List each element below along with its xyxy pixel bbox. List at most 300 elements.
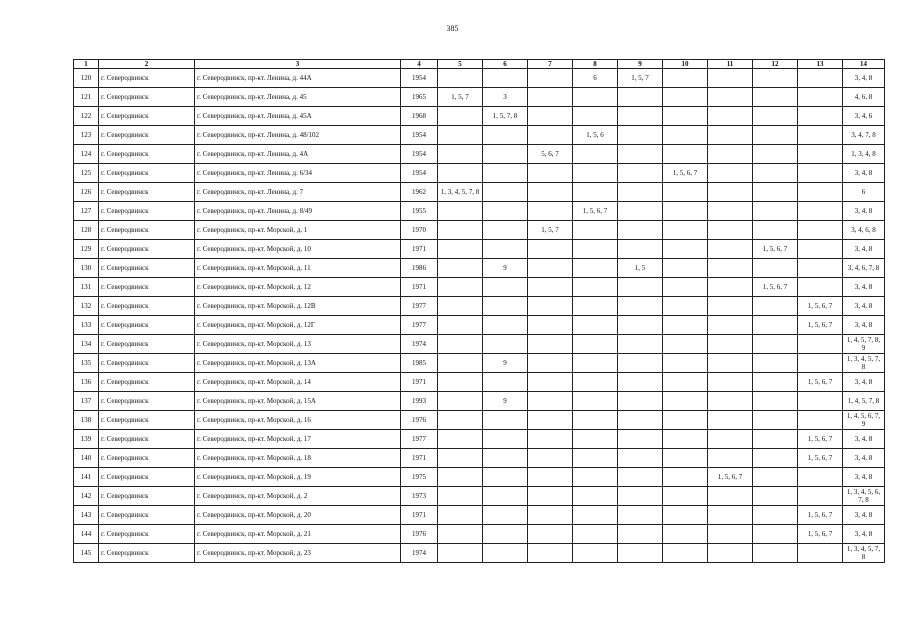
col-6-cell — [483, 164, 528, 183]
col-7-cell — [528, 202, 573, 221]
col-13-cell — [798, 544, 843, 563]
col-12-cell — [753, 221, 798, 240]
col-6-cell: 9 — [483, 392, 528, 411]
col-12-cell: 1, 5, 6, 7 — [753, 240, 798, 259]
col-11-cell — [708, 392, 753, 411]
year-cell: 1968 — [401, 107, 438, 126]
address-cell: г. Северодвинск, пр-кт. Ленина, д. 4А — [195, 145, 401, 164]
city-cell: г. Северодвинск — [99, 506, 195, 525]
col-14-cell: 3, 4, 8 — [843, 202, 885, 221]
col-11-cell — [708, 335, 753, 354]
col-11-cell — [708, 449, 753, 468]
col-14-cell: 3, 4, 8 — [843, 240, 885, 259]
col-14-cell: 4, 6, 8 — [843, 88, 885, 107]
table-row — [74, 221, 885, 240]
col-5-cell: 1, 5, 7 — [438, 88, 483, 107]
col-14-cell: 3, 4, 8 — [843, 449, 885, 468]
col-9-cell — [618, 411, 663, 430]
col-5-cell: 1, 3, 4, 5, 7, 8 — [438, 183, 483, 202]
col-11-cell — [708, 411, 753, 430]
row-number-cell: 124 — [74, 145, 99, 164]
col-6-cell: 3 — [483, 88, 528, 107]
col-8-cell — [573, 240, 618, 259]
col-13-cell: 1, 5, 6, 7 — [798, 316, 843, 335]
col-10-cell — [663, 259, 708, 278]
col-6-cell — [483, 506, 528, 525]
col-9-cell — [618, 183, 663, 202]
address-cell: г. Северодвинск, пр-кт. Морской, д. 14 — [195, 373, 401, 392]
city-cell: г. Северодвинск — [99, 430, 195, 449]
table-row — [74, 297, 885, 316]
col-13-cell — [798, 183, 843, 202]
col-5-cell — [438, 544, 483, 563]
col-12-cell — [753, 525, 798, 544]
col-13-cell — [798, 107, 843, 126]
col-8-cell — [573, 278, 618, 297]
year-cell: 1973 — [401, 487, 438, 506]
table-row — [74, 525, 885, 544]
col-10-cell — [663, 126, 708, 145]
col-12-cell — [753, 449, 798, 468]
city-cell: г. Северодвинск — [99, 373, 195, 392]
address-cell: г. Северодвинск, пр-кт. Морской, д. 13А — [195, 354, 401, 373]
col-10-cell — [663, 449, 708, 468]
col-14-cell: 3, 4, 8 — [843, 164, 885, 183]
col-12-cell — [753, 411, 798, 430]
col-10-cell — [663, 183, 708, 202]
col-13-cell: 1, 5, 6, 7 — [798, 449, 843, 468]
address-cell: г. Северодвинск, пр-кт. Ленина, д. 45А — [195, 107, 401, 126]
col-11-cell — [708, 183, 753, 202]
col-14-cell: 6 — [843, 183, 885, 202]
city-cell: г. Северодвинск — [99, 297, 195, 316]
col-13-cell — [798, 202, 843, 221]
col-8-cell — [573, 468, 618, 487]
col-7-cell — [528, 430, 573, 449]
table-row — [74, 430, 885, 449]
row-number-cell: 133 — [74, 316, 99, 335]
col-14-cell: 1, 4, 5, 7, 8, 9 — [843, 335, 885, 354]
col-9-cell — [618, 145, 663, 164]
col-9-cell — [618, 373, 663, 392]
col-10-cell — [663, 316, 708, 335]
table-row — [74, 202, 885, 221]
col-7-cell — [528, 88, 573, 107]
col-9-cell — [618, 297, 663, 316]
address-cell: г. Северодвинск, пр-кт. Ленина, д. 44А — [195, 69, 401, 88]
col-7-cell — [528, 126, 573, 145]
col-12-cell — [753, 164, 798, 183]
col-5-cell — [438, 297, 483, 316]
row-number-cell: 130 — [74, 259, 99, 278]
col-8-cell — [573, 525, 618, 544]
year-cell: 1974 — [401, 335, 438, 354]
col-6-cell — [483, 316, 528, 335]
col-10-cell — [663, 392, 708, 411]
row-number-cell: 137 — [74, 392, 99, 411]
col-12-cell — [753, 544, 798, 563]
table-row — [74, 411, 885, 430]
col-12-cell — [753, 297, 798, 316]
col-6-cell — [483, 430, 528, 449]
col-11-cell — [708, 126, 753, 145]
col-13-cell — [798, 392, 843, 411]
col-8-cell — [573, 297, 618, 316]
col-11-cell — [708, 69, 753, 88]
col-11-cell — [708, 487, 753, 506]
col-11-cell — [708, 107, 753, 126]
col-5-cell — [438, 354, 483, 373]
col-11-cell — [708, 430, 753, 449]
col-13-cell: 1, 5, 6, 7 — [798, 373, 843, 392]
col-7-cell — [528, 259, 573, 278]
address-cell: г. Северодвинск, пр-кт. Морской, д. 19 — [195, 468, 401, 487]
col-9-cell: 1, 5 — [618, 259, 663, 278]
col-7-cell: 1, 5, 7 — [528, 221, 573, 240]
row-number-cell: 120 — [74, 69, 99, 88]
col-8-cell — [573, 164, 618, 183]
row-number-cell: 140 — [74, 449, 99, 468]
row-number-cell: 138 — [74, 411, 99, 430]
year-cell: 1955 — [401, 202, 438, 221]
city-cell: г. Северодвинск — [99, 449, 195, 468]
col-8-cell — [573, 88, 618, 107]
col-7-cell — [528, 487, 573, 506]
row-number-cell: 123 — [74, 126, 99, 145]
column-header: 13 — [798, 60, 843, 69]
row-number-cell: 121 — [74, 88, 99, 107]
col-10-cell — [663, 145, 708, 164]
column-header: 11 — [708, 60, 753, 69]
column-header: 1 — [74, 60, 99, 69]
address-cell: г. Северодвинск, пр-кт. Морской, д. 18 — [195, 449, 401, 468]
col-11-cell — [708, 506, 753, 525]
year-cell: 1985 — [401, 354, 438, 373]
col-12-cell — [753, 107, 798, 126]
col-10-cell — [663, 202, 708, 221]
col-11-cell — [708, 354, 753, 373]
row-number-cell: 129 — [74, 240, 99, 259]
column-header: 5 — [438, 60, 483, 69]
address-cell: г. Северодвинск, пр-кт. Морской, д. 11 — [195, 259, 401, 278]
city-cell: г. Северодвинск — [99, 316, 195, 335]
col-12-cell — [753, 468, 798, 487]
col-7-cell — [528, 183, 573, 202]
year-cell: 1971 — [401, 278, 438, 297]
address-cell: г. Северодвинск, пр-кт. Морской, д. 10 — [195, 240, 401, 259]
city-cell: г. Северодвинск — [99, 411, 195, 430]
col-6-cell — [483, 240, 528, 259]
table-row — [74, 392, 885, 411]
col-9-cell — [618, 202, 663, 221]
col-8-cell — [573, 259, 618, 278]
city-cell: г. Северодвинск — [99, 240, 195, 259]
col-11-cell — [708, 221, 753, 240]
col-7-cell — [528, 316, 573, 335]
col-6-cell — [483, 221, 528, 240]
col-6-cell — [483, 69, 528, 88]
column-header: 6 — [483, 60, 528, 69]
city-cell: г. Северодвинск — [99, 145, 195, 164]
table-row — [74, 183, 885, 202]
table-body — [74, 69, 885, 563]
col-7-cell — [528, 506, 573, 525]
year-cell: 1954 — [401, 126, 438, 145]
city-cell: г. Северодвинск — [99, 259, 195, 278]
col-14-cell: 3, 4, 8 — [843, 525, 885, 544]
col-7-cell — [528, 544, 573, 563]
address-cell: г. Северодвинск, пр-кт. Морской, д. 13 — [195, 335, 401, 354]
col-6-cell — [483, 202, 528, 221]
table-row — [74, 240, 885, 259]
city-cell: г. Северодвинск — [99, 164, 195, 183]
city-cell: г. Северодвинск — [99, 544, 195, 563]
col-12-cell — [753, 506, 798, 525]
col-8-cell: 1, 5, 6, 7 — [573, 202, 618, 221]
col-11-cell — [708, 544, 753, 563]
col-5-cell — [438, 126, 483, 145]
col-14-cell: 1, 3, 4, 5, 7, 8 — [843, 354, 885, 373]
col-6-cell — [483, 297, 528, 316]
col-13-cell — [798, 259, 843, 278]
col-12-cell — [753, 373, 798, 392]
col-11-cell — [708, 164, 753, 183]
col-7-cell — [528, 354, 573, 373]
table-row — [74, 69, 885, 88]
col-11-cell — [708, 202, 753, 221]
col-6-cell — [483, 278, 528, 297]
year-cell: 1975 — [401, 468, 438, 487]
table-row — [74, 259, 885, 278]
column-number-row — [74, 60, 885, 69]
col-9-cell — [618, 506, 663, 525]
column-header: 9 — [618, 60, 663, 69]
col-9-cell — [618, 430, 663, 449]
col-14-cell: 3, 4, 8 — [843, 69, 885, 88]
col-10-cell — [663, 487, 708, 506]
col-10-cell — [663, 544, 708, 563]
col-14-cell: 3, 4, 8 — [843, 373, 885, 392]
col-8-cell — [573, 221, 618, 240]
col-9-cell — [618, 544, 663, 563]
city-cell: г. Северодвинск — [99, 487, 195, 506]
row-number-cell: 143 — [74, 506, 99, 525]
col-7-cell — [528, 164, 573, 183]
year-cell: 1977 — [401, 430, 438, 449]
col-9-cell — [618, 468, 663, 487]
address-cell: г. Северодвинск, пр-кт. Морской, д. 12Г — [195, 316, 401, 335]
year-cell: 1971 — [401, 506, 438, 525]
column-header: 14 — [843, 60, 885, 69]
col-13-cell — [798, 487, 843, 506]
col-14-cell: 3, 4, 8 — [843, 297, 885, 316]
col-11-cell — [708, 297, 753, 316]
col-8-cell — [573, 411, 618, 430]
col-5-cell — [438, 506, 483, 525]
col-10-cell — [663, 278, 708, 297]
table-row — [74, 506, 885, 525]
col-9-cell — [618, 221, 663, 240]
col-14-cell: 1, 4, 5, 6, 7, 9 — [843, 411, 885, 430]
col-6-cell: 9 — [483, 259, 528, 278]
table-row — [74, 487, 885, 506]
col-14-cell: 1, 3, 4, 5, 7, 8 — [843, 544, 885, 563]
city-cell: г. Северодвинск — [99, 202, 195, 221]
col-7-cell — [528, 69, 573, 88]
table-row — [74, 468, 885, 487]
col-12-cell: 1, 5, 6, 7 — [753, 278, 798, 297]
col-11-cell — [708, 259, 753, 278]
col-9-cell — [618, 487, 663, 506]
col-8-cell — [573, 449, 618, 468]
col-10-cell — [663, 468, 708, 487]
city-cell: г. Северодвинск — [99, 88, 195, 107]
col-14-cell: 3, 4, 8 — [843, 468, 885, 487]
col-14-cell: 1, 3, 4, 8 — [843, 145, 885, 164]
city-cell: г. Северодвинск — [99, 335, 195, 354]
row-number-cell: 139 — [74, 430, 99, 449]
row-number-cell: 122 — [74, 107, 99, 126]
col-6-cell — [483, 449, 528, 468]
column-header: 10 — [663, 60, 708, 69]
year-cell: 1971 — [401, 373, 438, 392]
address-cell: г. Северодвинск, пр-кт. Ленина, д. 7 — [195, 183, 401, 202]
col-9-cell — [618, 335, 663, 354]
city-cell: г. Северодвинск — [99, 525, 195, 544]
row-number-cell: 131 — [74, 278, 99, 297]
row-number-cell: 132 — [74, 297, 99, 316]
col-5-cell — [438, 468, 483, 487]
col-9-cell — [618, 126, 663, 145]
city-cell: г. Северодвинск — [99, 468, 195, 487]
col-5-cell — [438, 221, 483, 240]
year-cell: 1971 — [401, 240, 438, 259]
col-13-cell: 1, 5, 6, 7 — [798, 525, 843, 544]
address-cell: г. Северодвинск, пр-кт. Морской, д. 16 — [195, 411, 401, 430]
col-13-cell — [798, 354, 843, 373]
col-5-cell — [438, 373, 483, 392]
col-6-cell — [483, 145, 528, 164]
col-12-cell — [753, 487, 798, 506]
city-cell: г. Северодвинск — [99, 126, 195, 145]
col-13-cell — [798, 411, 843, 430]
col-7-cell — [528, 278, 573, 297]
col-5-cell — [438, 259, 483, 278]
col-5-cell — [438, 449, 483, 468]
year-cell: 1971 — [401, 449, 438, 468]
col-10-cell — [663, 107, 708, 126]
col-12-cell — [753, 354, 798, 373]
col-13-cell — [798, 468, 843, 487]
col-6-cell — [483, 487, 528, 506]
row-number-cell: 125 — [74, 164, 99, 183]
col-11-cell — [708, 278, 753, 297]
col-12-cell — [753, 126, 798, 145]
year-cell: 1954 — [401, 145, 438, 164]
col-10-cell — [663, 506, 708, 525]
row-number-cell: 144 — [74, 525, 99, 544]
col-13-cell — [798, 164, 843, 183]
col-10-cell — [663, 240, 708, 259]
address-cell: г. Северодвинск, пр-кт. Морской, д. 17 — [195, 430, 401, 449]
address-cell: г. Северодвинск, пр-кт. Морской, д. 15А — [195, 392, 401, 411]
col-8-cell — [573, 373, 618, 392]
col-9-cell — [618, 88, 663, 107]
col-9-cell — [618, 316, 663, 335]
col-8-cell — [573, 392, 618, 411]
col-6-cell — [483, 183, 528, 202]
row-number-cell: 141 — [74, 468, 99, 487]
col-12-cell — [753, 430, 798, 449]
column-header: 3 — [195, 60, 401, 69]
table-row — [74, 316, 885, 335]
col-9-cell — [618, 240, 663, 259]
col-13-cell — [798, 278, 843, 297]
col-7-cell: 5, 6, 7 — [528, 145, 573, 164]
city-cell: г. Северодвинск — [99, 392, 195, 411]
table-row — [74, 126, 885, 145]
col-12-cell — [753, 392, 798, 411]
col-13-cell — [798, 69, 843, 88]
col-7-cell — [528, 335, 573, 354]
col-9-cell — [618, 449, 663, 468]
row-number-cell: 145 — [74, 544, 99, 563]
col-7-cell — [528, 240, 573, 259]
column-header: 4 — [401, 60, 438, 69]
col-14-cell: 3, 4, 8 — [843, 316, 885, 335]
year-cell: 1977 — [401, 316, 438, 335]
col-12-cell — [753, 202, 798, 221]
col-6-cell: 1, 5, 7, 8 — [483, 107, 528, 126]
col-10-cell — [663, 373, 708, 392]
col-11-cell — [708, 525, 753, 544]
col-13-cell: 1, 5, 6, 7 — [798, 297, 843, 316]
col-8-cell — [573, 145, 618, 164]
col-5-cell — [438, 316, 483, 335]
col-7-cell — [528, 297, 573, 316]
city-cell: г. Северодвинск — [99, 221, 195, 240]
col-5-cell — [438, 164, 483, 183]
col-9-cell — [618, 354, 663, 373]
column-header: 2 — [99, 60, 195, 69]
row-number-cell: 136 — [74, 373, 99, 392]
col-11-cell — [708, 373, 753, 392]
address-cell: г. Северодвинск, пр-кт. Морской, д. 20 — [195, 506, 401, 525]
col-13-cell — [798, 240, 843, 259]
table-row — [74, 88, 885, 107]
page-number: 385 — [446, 24, 459, 33]
year-cell: 1976 — [401, 525, 438, 544]
col-10-cell — [663, 335, 708, 354]
col-13-cell — [798, 335, 843, 354]
col-8-cell — [573, 544, 618, 563]
col-8-cell — [573, 487, 618, 506]
year-cell: 1977 — [401, 297, 438, 316]
col-8-cell — [573, 335, 618, 354]
column-header: 7 — [528, 60, 573, 69]
col-11-cell — [708, 316, 753, 335]
table-row — [74, 107, 885, 126]
address-cell: г. Северодвинск, пр-кт. Морской, д. 12 — [195, 278, 401, 297]
col-10-cell: 1, 5, 6, 7 — [663, 164, 708, 183]
col-5-cell — [438, 69, 483, 88]
col-14-cell: 3, 4, 8 — [843, 430, 885, 449]
col-14-cell: 3, 4, 6, 8 — [843, 221, 885, 240]
col-10-cell — [663, 88, 708, 107]
col-8-cell — [573, 183, 618, 202]
address-cell: г. Северодвинск, пр-кт. Ленина, д. 6/34 — [195, 164, 401, 183]
col-6-cell — [483, 468, 528, 487]
